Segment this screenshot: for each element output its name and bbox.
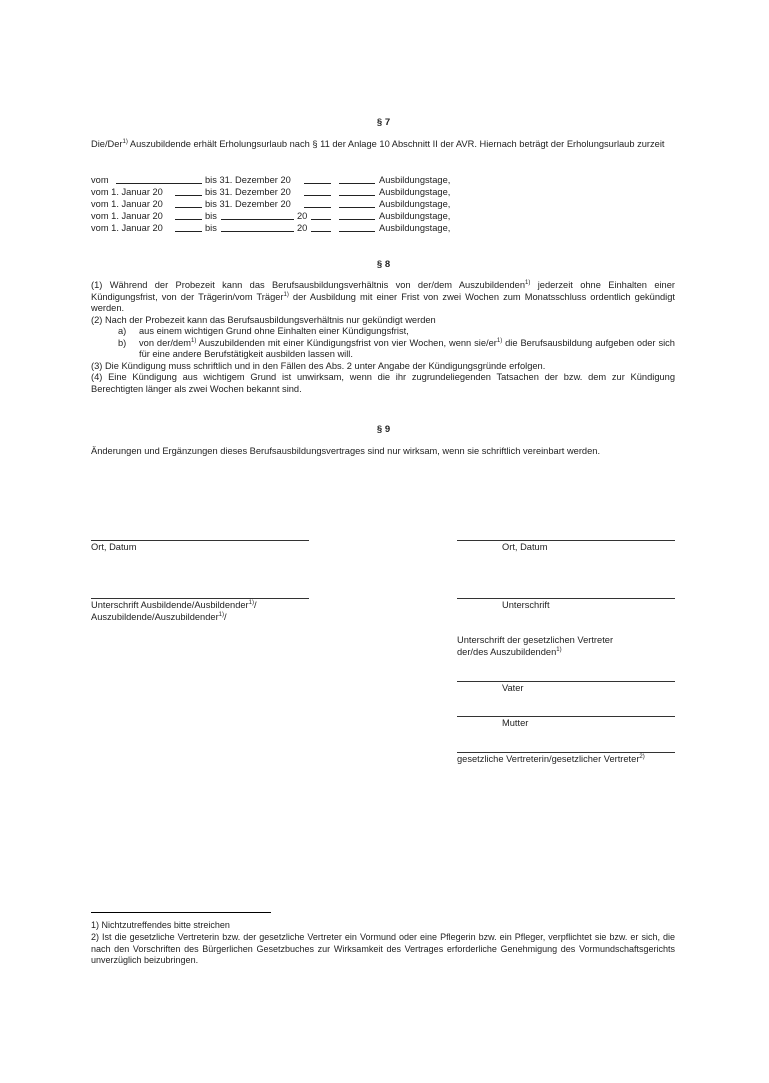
vacation-row: vom 1. Januar 20 bis 20 Ausbildungstage, [91,211,451,221]
year-blank-line [175,199,202,208]
list-item-b: b) von der/dem$^{1)}$ Auszubildenden mit einer Kündigungsfrist von vier Wochen, wenn sie/$er^{1)}$ die Berufsausbildung aufgeben oder sich für eine andere Berufstätigkeit ausbilden lassen will. [118,337,675,359]
signature-line [457,716,675,717]
days-blank-line [339,187,375,196]
paragraph-3: (3) Die Kündigung muss schriftlich und in den Fällen des Abs. 2 unter Angabe der Kündigungsgründe erfolgen. [91,360,546,371]
signature-line [91,540,309,541]
signature-line [457,681,675,682]
guardians-label: Unterschrift der gesetzlichen Vertreter [457,635,614,645]
section-8-heading: § 8 [376,259,391,270]
section-8-body [91,280,675,395]
guardians-label-2: der/des Auszubildenden$^{1)}$ [457,646,562,657]
date-blank-line [116,175,202,184]
footnote-rule [91,912,271,913]
vacation-row: vom bis 31. Dezember 20 Ausbildungstage, [91,175,451,185]
vacation-row: vom 1. Januar 20 bis 31. Dezember 20 Ausbildungstage, [91,187,451,197]
year-blank-line [311,223,331,232]
year-blank-line [304,187,331,196]
section-9-heading: § 9 [376,424,391,435]
days-blank-line [339,199,375,208]
signature-line [457,752,675,753]
list-item-a: a) aus einem wichtigen Grund ohne Einhalten einer Kündigungsfrist, [118,326,409,336]
trainer-signature-label: Unterschrift Ausbildende/Ausbildender$^{1)}$/ [91,599,257,610]
place-date-label: Ort, Datum [502,542,548,552]
paragraph-1: (1) Während der Probezeit kann das Berufsausbildungsverhältnis von der/dem Auszubildenden$^{1)}$ jederzeit ohne Einhalten einer Kündigungsfrist, von der Trägerin/vom Träger$^{1)}$ der Ausbildung mit einer Frist von zwei Wochen zum Monatsschluss ordentlich gekündigt werden. [91,279,675,313]
days-blank-line [339,175,375,184]
legal-representative-label: gesetzliche Vertreterin/gesetzlicher Vertreter$^{2)}$ [457,753,645,764]
mother-label: Mutter [502,718,529,728]
section-7-heading: § 7 [376,117,391,128]
signature-line [91,598,309,599]
vacation-row: vom 1. Januar 20 bis 31. Dezember 20 Ausbildungstage, [91,199,451,209]
section-9-body: Änderungen und Ergänzungen dieses Berufsausbildungsvertrages sind nur wirksam, wenn sie schriftlich vereinbart werden. [91,446,601,456]
trainee-signature-label: Auszubildende/Auszubildender$^{1)}$/ [91,611,227,622]
year-blank-line [175,223,202,232]
days-blank-line [339,211,375,220]
paragraph-4: (4) Eine Kündigung aus wichtigem Grund ist unwirksam, wenn die ihr zugrundeliegenden Tatsachen der bzw. dem zur Kündigung Berechtigten länger als zwei Wochen bekannt sind. [91,372,675,394]
father-label: Vater [502,683,524,693]
year-blank-line [175,211,202,220]
footnote-1: 1) Nichtzutreffendes bitte streichen [91,920,230,930]
signature-line [457,598,675,599]
year-blank-line [311,211,331,220]
paragraph-2: (2) Nach der Probezeit kann das Berufsausbildungsverhältnis nur gekündigt werden [91,314,436,325]
vacation-row: vom 1. Januar 20 bis 20 Ausbildungstage, [91,223,451,233]
year-blank-line [304,175,331,184]
footnote-2: 2) Ist die gesetzliche Vertreterin bzw. der gesetzliche Vertreter ein Vormund oder eine Pflegerin bzw. ein Pfleger, verpflichtet sie bzw. er sich, die nach den Vorschriften des Bürgerlichen Gesetzbuches zur Wirksamkeit des Vertrages erforderliche Genehmigung des Vormundschaftsgerichts unverzüglich beizubringen. [91,932,675,965]
year-blank-line [175,187,202,196]
date-blank-line [221,223,294,232]
section-7-intro: Die/Der$^{1)}$ Auszubildende erhält Erholungsurlaub nach § 11 der Anlage 10 Abschnitt II der AVR. Hiernach beträgt der Erholungsurlaub zurzeit [91,138,665,149]
place-date-label: Ort, Datum [91,542,137,552]
date-blank-line [221,211,294,220]
days-blank-line [339,223,375,232]
year-blank-line [304,199,331,208]
signature-label: Unterschrift [502,600,550,610]
signature-line [457,540,675,541]
